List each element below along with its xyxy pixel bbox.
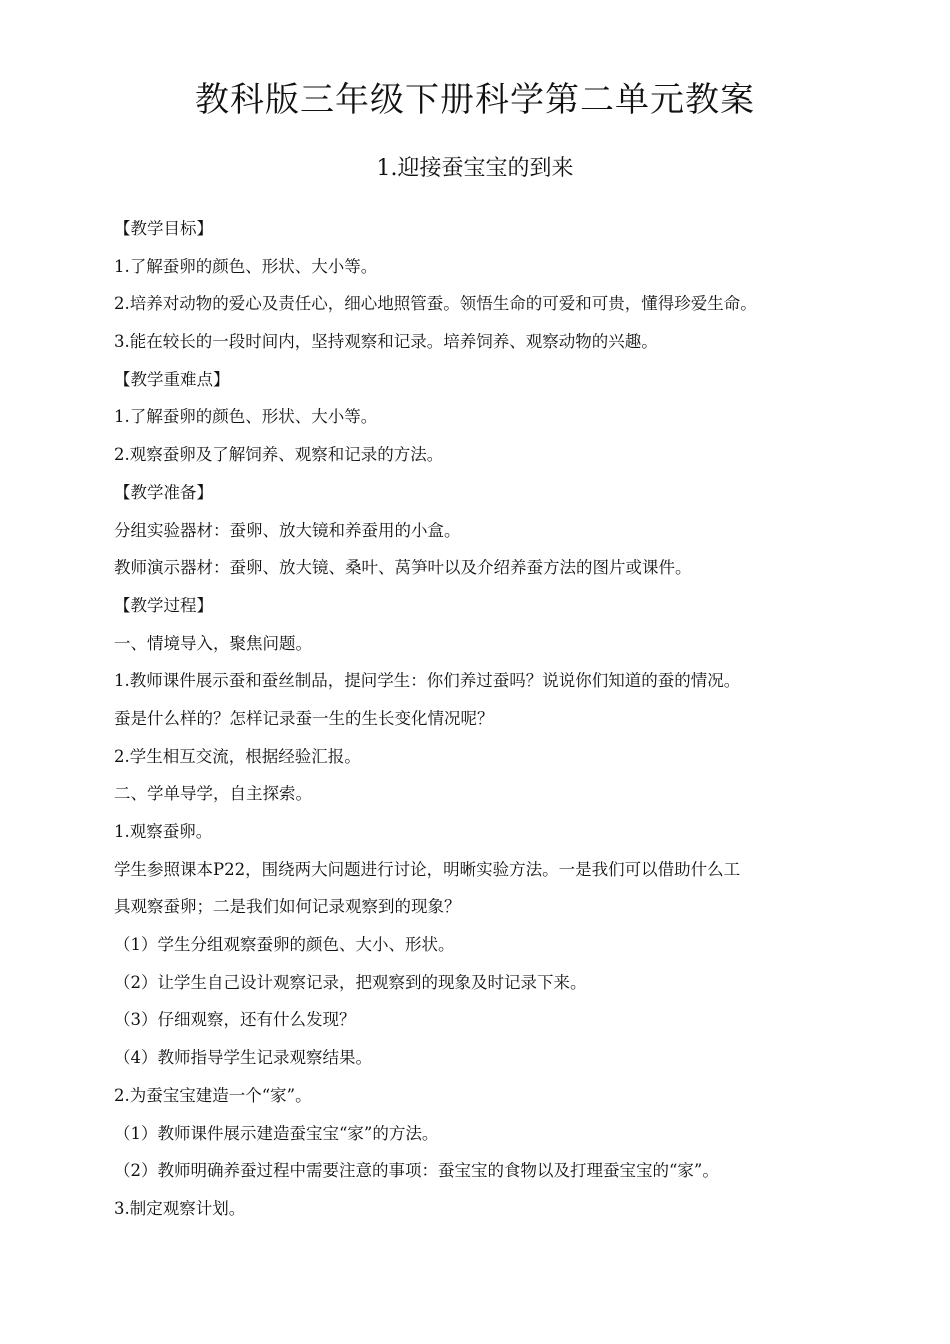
document-body [114, 210, 844, 1228]
text-line: 【教学过程】 [114, 595, 213, 615]
text-line: 学生参照课本P22，围绕两大问题进行讨论，明晰实验方法。一是我们可以借助什么工 [114, 859, 741, 879]
text-line: 2.培养对动物的爱心及责任心，细心地照管蚕。领悟生命的可爱和可贵，懂得珍爱生命。 [114, 294, 757, 314]
text-line: 2.学生相互交流，根据经验汇报。 [114, 746, 361, 766]
text-line: 【教学目标】 [114, 219, 213, 238]
text-line: 【教学重难点】 [114, 369, 230, 389]
text-line: （4）教师指导学生记录观察结果。 [114, 1048, 372, 1068]
document-title: 教科版三年级下册科学第二单元教案 [195, 80, 755, 120]
text-line: 1.了解蚕卵的颜色、形状、大小等。 [114, 256, 378, 276]
text-line: 【教学准备】 [114, 482, 213, 502]
text-line: 一、情境导入，聚焦问题。 [114, 633, 312, 653]
text-line: 3.制定观察计划。 [114, 1198, 246, 1218]
text-line: 1.了解蚕卵的颜色、形状、大小等。 [114, 407, 378, 427]
lesson-title: 1.迎接蚕宝宝的到来 [376, 156, 574, 181]
text-line: （2）让学生自己设计观察记录，把观察到的现象及时记录下来。 [114, 972, 587, 992]
text-line: （2）教师明确养蚕过程中需要注意的事项：蚕宝宝的食物以及打理蚕宝宝的“家”。 [114, 1161, 719, 1181]
text-line: 分组实验器材：蚕卵、放大镜和养蚕用的小盒。 [114, 520, 461, 540]
text-line: 2.观察蚕卵及了解饲养、观察和记录的方法。 [114, 445, 444, 465]
text-line: 1.教师课件展示蚕和蚕丝制品，提问学生：你们养过蚕吗？说说你们知道的蚕的情况。 [114, 671, 741, 691]
text-line: （1）学生分组观察蚕卵的颜色、大小、形状。 [114, 935, 455, 955]
text-line: 具观察蚕卵；二是我们如何记录观察到的现象？ [114, 897, 461, 917]
text-line: 3.能在较长的一段时间内，坚持观察和记录。培养饲养、观察动物的兴趣。 [114, 332, 658, 352]
text-line: 二、学单导学，自主探索。 [114, 784, 312, 804]
text-line: 教师演示器材：蚕卵、放大镜、桑叶、莴笋叶以及介绍养蚕方法的图片或课件。 [114, 558, 692, 578]
text-line: 蚕是什么样的？怎样记录蚕一生的生长变化情况呢？ [114, 708, 494, 728]
text-line: 2.为蚕宝宝建造一个“家”。 [114, 1085, 312, 1105]
text-line: （1）教师课件展示建造蚕宝宝“家”的方法。 [114, 1123, 439, 1143]
text-line: 1.观察蚕卵。 [114, 822, 213, 841]
text-line: （3）仔细观察，还有什么发现？ [114, 1010, 356, 1030]
